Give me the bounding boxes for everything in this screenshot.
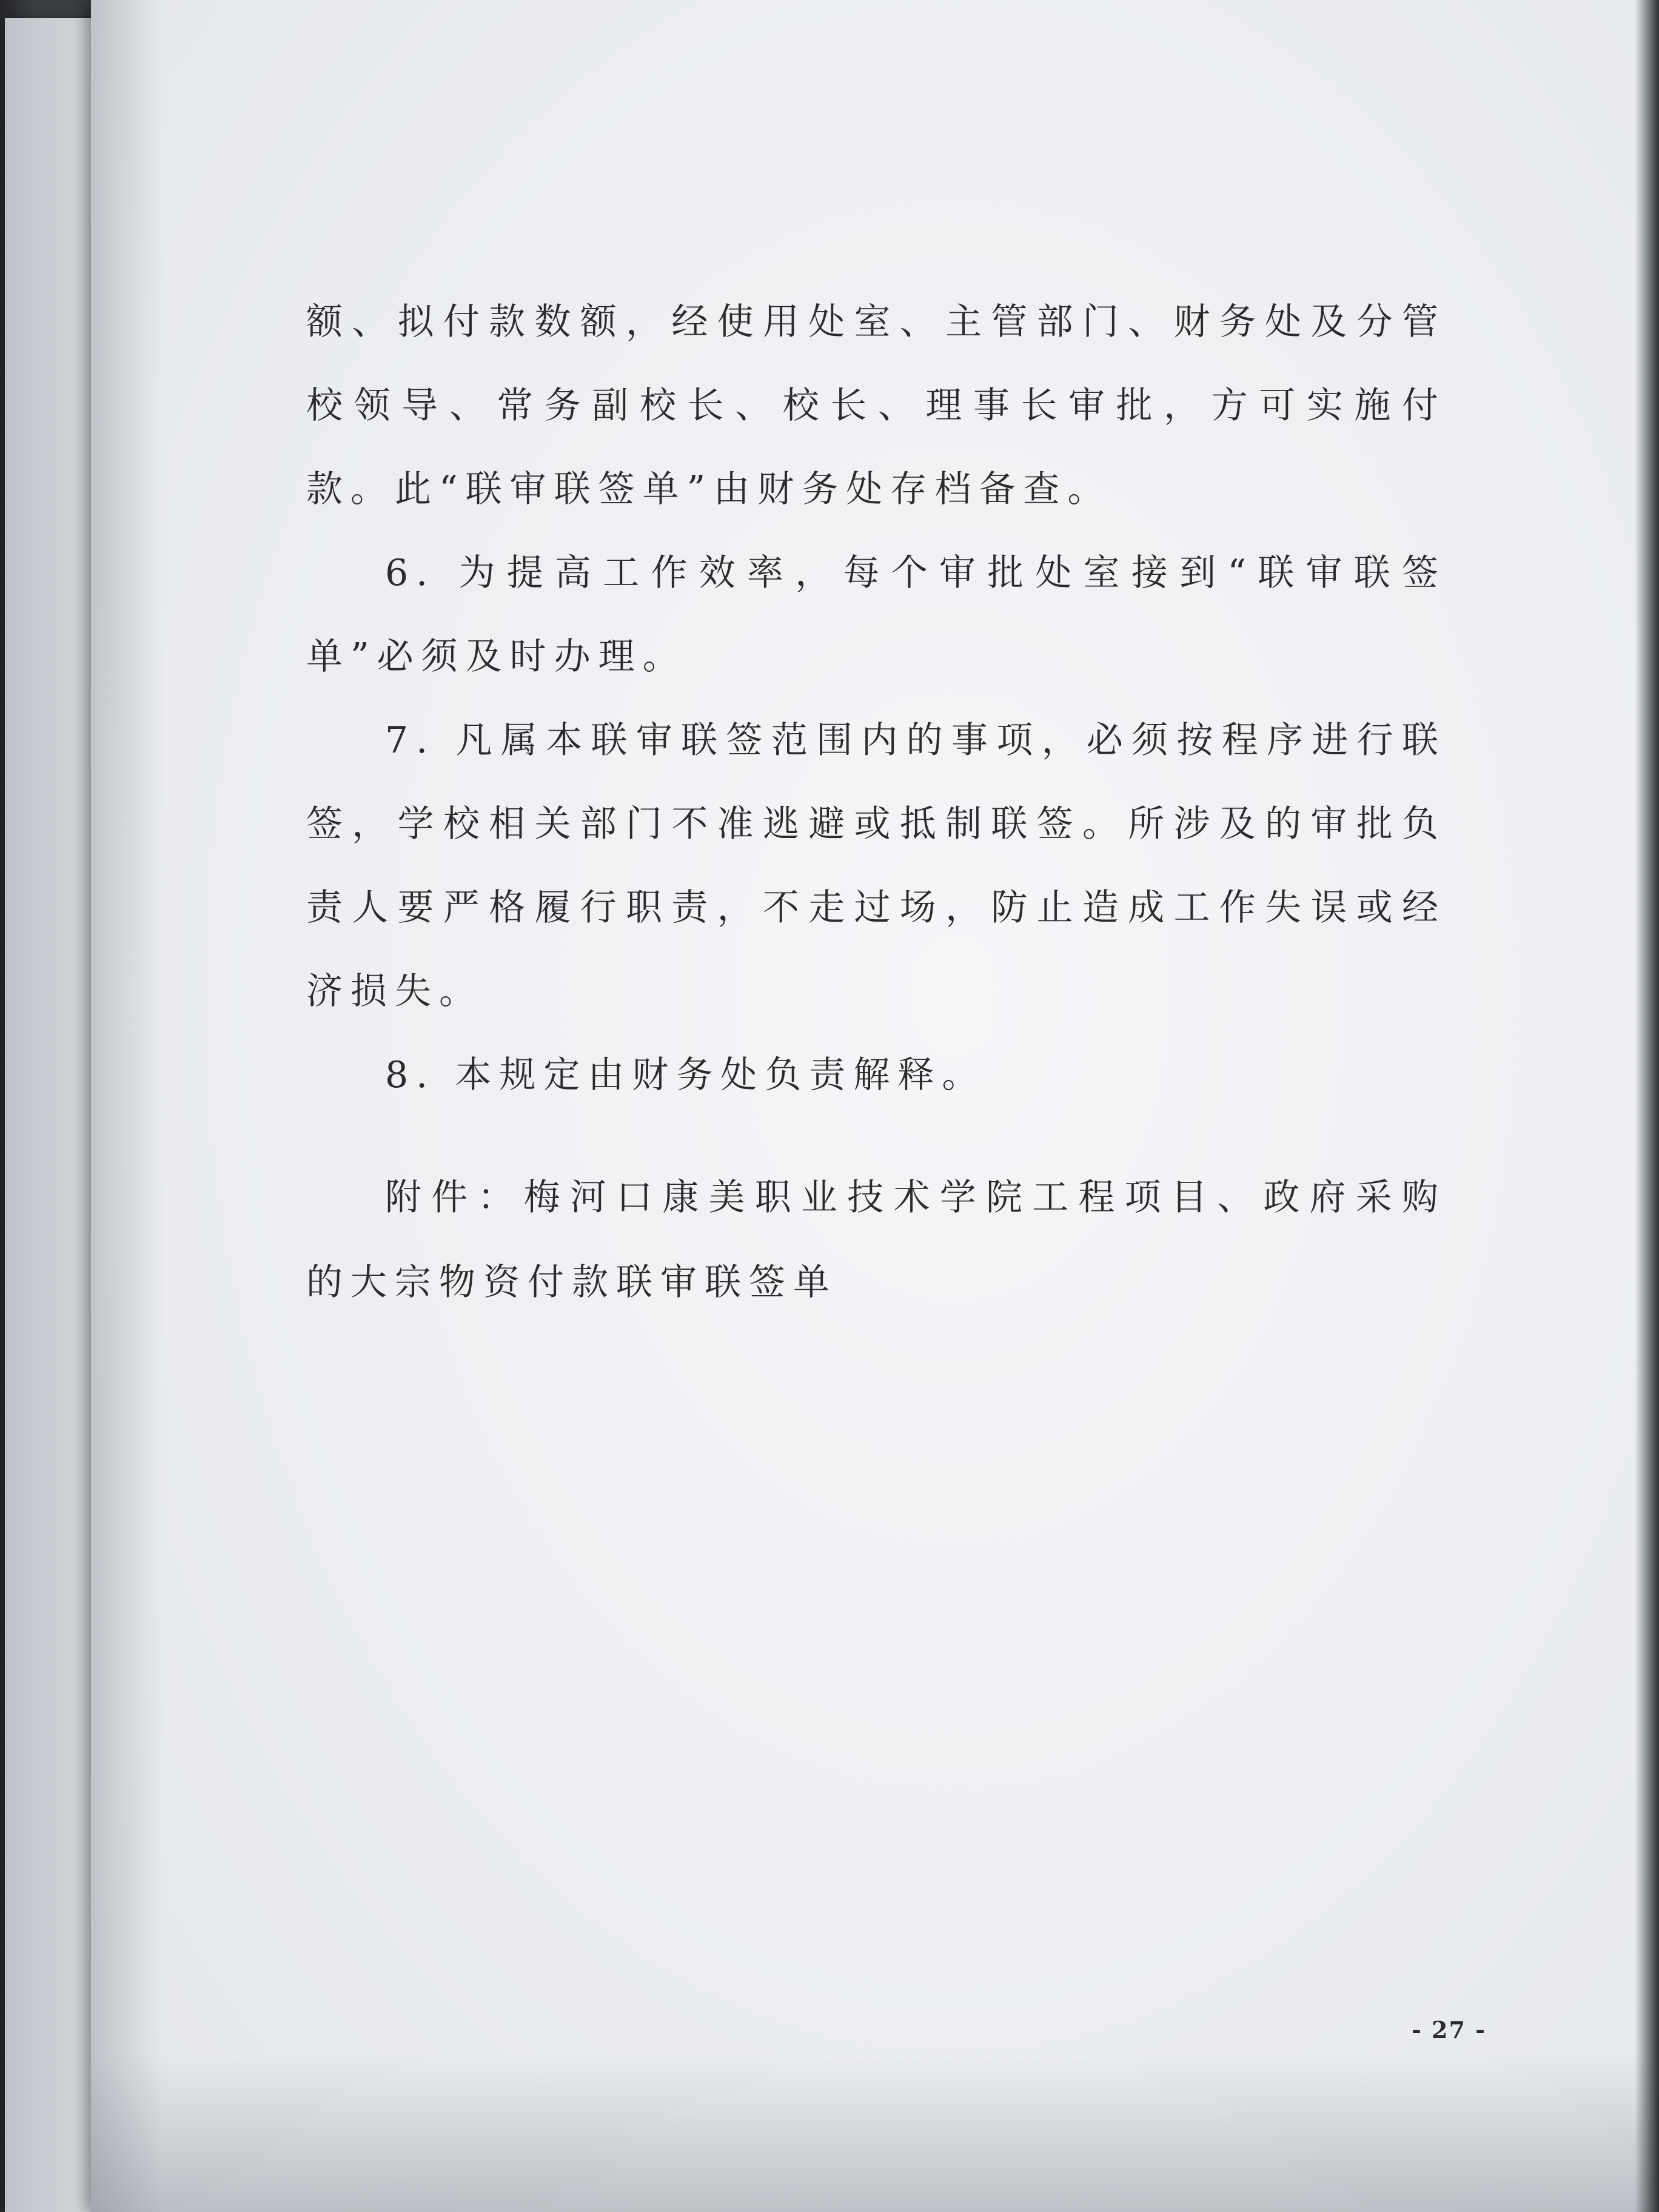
attachment-text: 附件：梅河口康美职业技术学院工程项目、政府采购的大宗物资付款联审联签单 (306, 1176, 1446, 1304)
paragraph-item-8: 8. 本规定由财务处负责解释。 (385, 1054, 987, 1096)
document-body (306, 280, 1446, 1117)
page-shadow-bottom (91, 2054, 1659, 2212)
page-shadow-left (91, 0, 164, 2212)
paragraph-item-7: 7. 凡属本联审联签范围内的事项，必须按程序进行联签，学校相关部门不准逃避或抵制联签。所涉及的审批负责人要严格履行职责，不走过场，防止造成工作失误或经济损失。 (306, 719, 1446, 1013)
attachment-note (306, 1155, 1446, 1325)
page-shadow-right (1635, 0, 1659, 2212)
paragraph-item-6: 6. 为提高工作效率，每个审批处室接到“联审联签单”必须及时办理。 (306, 552, 1446, 678)
paragraph-continuation: 额、拟付款数额，经使用处室、主管部门、财务处及分管校领导、常务副校长、校长、理事长审批，方可实施付款。此“联审联签单”由财务处存档备查。 (306, 301, 1446, 511)
page-number: - 27 - (1412, 2016, 1486, 2043)
